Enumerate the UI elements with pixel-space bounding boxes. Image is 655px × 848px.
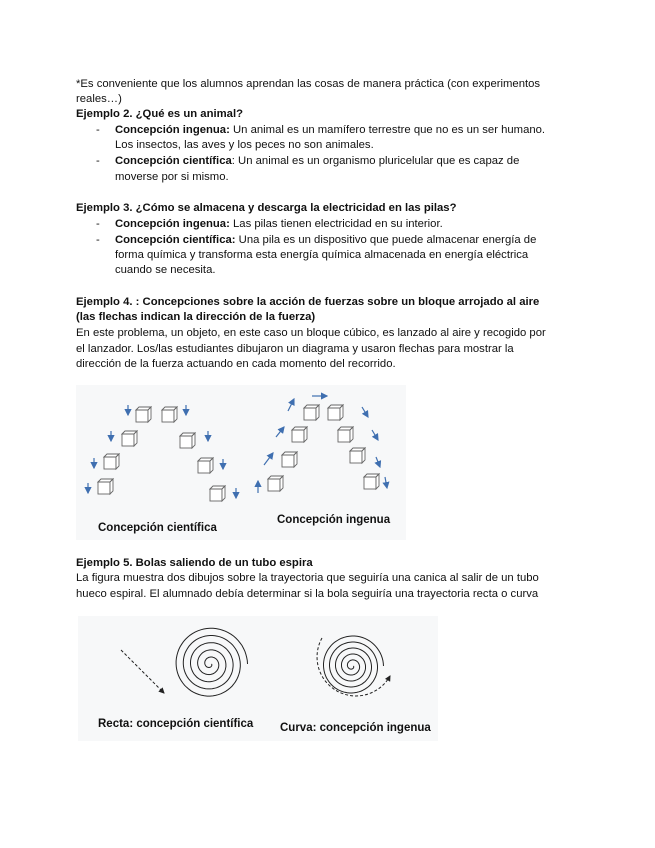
item-text: Las pilas tienen electricidad en su interior. <box>229 218 443 230</box>
example-3-item-2-cont-2: cuando se necesita. <box>115 264 216 276</box>
example-5-paragraph-1: La figura muestra dos dibujos sobre la trayectoria que seguiría una canica al salir de un tubo <box>76 572 539 584</box>
bullet-dash: - <box>96 155 100 167</box>
caption-curved-naive: Curva: concepción ingenua <box>280 722 431 734</box>
caption-naive-conception: Concepción ingenua <box>277 514 391 526</box>
example-4-title: Ejemplo 4. : Concepciones sobre la acción de fuerzas sobre un bloque arrojado al aire <box>76 296 540 308</box>
bullet-dash: - <box>96 124 100 136</box>
item-text: Un animal es un mamífero terrestre que no es un ser humano. <box>229 124 546 136</box>
example-3-title: Ejemplo 3. ¿Cómo se almacena y descarga la electricidad en las pilas? <box>76 202 457 214</box>
item-label: Concepción ingenua: <box>115 124 230 136</box>
example-2-title: Ejemplo 2. ¿Qué es un animal? <box>76 108 243 120</box>
intro-line-2: reales…) <box>76 93 122 105</box>
bullet-dash: - <box>96 234 100 246</box>
example-3-item-2 <box>115 233 536 248</box>
example-5-title: Ejemplo 5. Bolas saliendo de un tubo espira <box>76 557 313 569</box>
example-4-paragraph-2: el lanzador. Los/las estudiantes dibujaron un diagrama y usaron flechas para mostrar la <box>76 343 514 355</box>
item-label: Concepción ingenua: <box>115 218 230 230</box>
example-2-item-1-cont: Los insectos, las aves y los peces no son animales. <box>115 139 374 151</box>
bullet-dash: - <box>96 218 100 230</box>
item-label: Concepción científica <box>115 155 232 167</box>
example-3-item-1 <box>115 217 443 232</box>
item-label: Concepción científica: <box>115 234 236 246</box>
example-2-item-2 <box>115 154 519 169</box>
item-text: : Un animal es un organismo pluricelular que es capaz de <box>231 155 520 167</box>
example-4-paragraph-3: dirección de la fuerza actuando en cada momento del recorrido. <box>76 358 396 370</box>
example-2-item-2-cont: moverse por si mismo. <box>115 171 229 183</box>
caption-straight-scientific: Recta: concepción científica <box>98 718 254 730</box>
example-2-item-1 <box>115 123 545 138</box>
item-text: Una pila es un dispositivo que puede almacenar energía de <box>235 234 537 246</box>
intro-line-1: *Es conveniente que los alumnos aprendan las cosas de manera práctica (con experimentos <box>76 78 541 90</box>
caption-scientific-conception: Concepción científica <box>98 522 217 534</box>
example-4-subtitle: (las flechas indican la dirección de la fuerza) <box>76 311 316 323</box>
example-5-paragraph-2: hueco espiral. El alumnado debía determinar si la bola seguiría una trayectoria recta o curva <box>76 588 539 600</box>
example-3-item-2-cont: forma química y transforma esta energía química almacenada en energía eléctrica <box>115 249 529 261</box>
example-4-paragraph-1: En este problema, un objeto, en este caso un bloque cúbico, es lanzado al aire y recogido por <box>76 327 546 339</box>
